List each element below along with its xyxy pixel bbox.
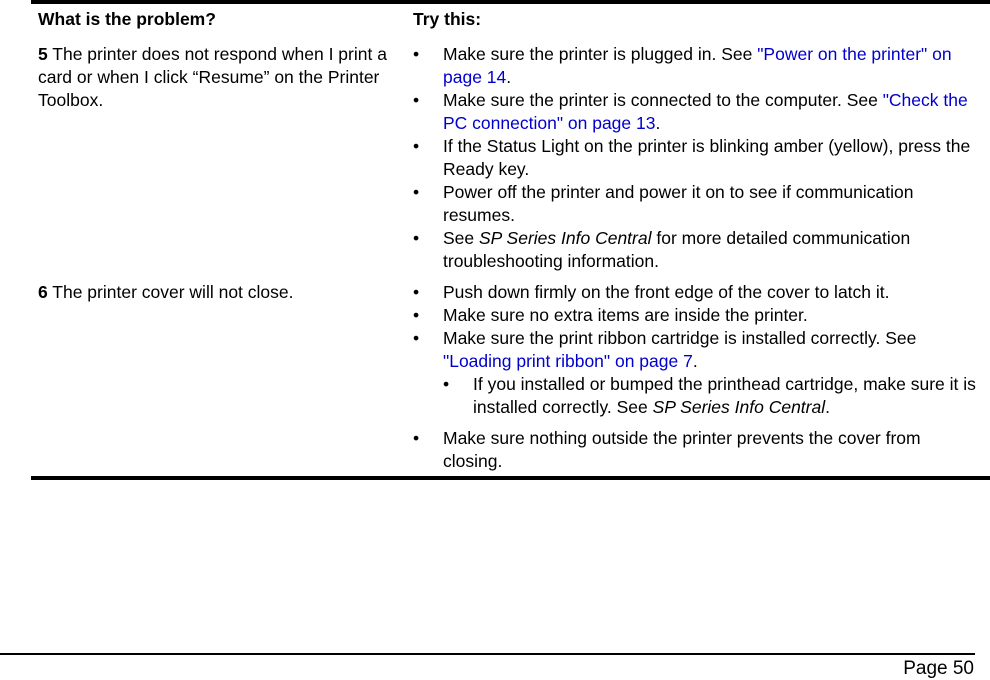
list-item: • Make sure the print ribbon cartridge is installed correctly. See "Loading print ribbon" on page 7. xyxy=(413,328,917,371)
solutions-cell-5 xyxy=(413,43,983,273)
problem-cell-5 xyxy=(38,43,400,112)
reference-title: SP Series Info Central xyxy=(479,228,652,248)
page-number: Page 50 xyxy=(903,658,974,679)
list-item: • Push down firmly on the front edge of the cover to latch it. xyxy=(413,282,890,302)
list-item: • Make sure no extra items are inside the printer. xyxy=(413,305,808,325)
list-item: • Make sure the printer is plugged in. See "Power on the printer" on page 14. xyxy=(413,44,952,87)
problem-number: 5 xyxy=(38,44,48,64)
solutions-cell-6 xyxy=(413,281,983,473)
bullet-icon: • xyxy=(413,228,420,248)
bullet-icon: • xyxy=(413,136,420,156)
link-power-on-printer[interactable]: "Power on the printer" on page 14 xyxy=(443,44,952,87)
problem-text: The printer cover will not close. xyxy=(52,282,294,302)
problem-text: The printer does not respond when I print a card or when I click “Resume” on the Printer Toolbox. xyxy=(38,44,387,110)
bullet-icon: • xyxy=(443,374,450,394)
list-item: • Make sure nothing outside the printer prevents the cover from closing. xyxy=(413,428,921,471)
bullet-icon: • xyxy=(413,90,420,110)
link-loading-print-ribbon[interactable]: "Loading print ribbon" on page 7 xyxy=(443,351,693,371)
bullet-icon: • xyxy=(413,44,420,64)
column-header-problem: What is the problem? xyxy=(38,9,216,29)
footer-rule xyxy=(0,653,975,655)
bullet-icon: • xyxy=(413,328,420,348)
list-item: • Make sure the printer is connected to the computer. See "Check the PC connection" on page 13. xyxy=(413,90,968,133)
list-item: • See SP Series Info Central for more detailed communication troubleshooting information. xyxy=(413,228,911,271)
bullet-icon: • xyxy=(413,282,420,302)
list-item: • If the Status Light on the printer is blinking amber (yellow), press the Ready key. xyxy=(413,136,971,179)
problem-number: 6 xyxy=(38,282,48,302)
list-item-nested: • If you installed or bumped the printhead cartridge, make sure it is installed correctly. See SP Series Info Central. xyxy=(443,374,976,417)
column-header-try-this: Try this: xyxy=(413,9,482,29)
list-item: • Power off the printer and power it on to see if communication resumes. xyxy=(413,182,914,225)
link-check-pc-connection[interactable]: "Check the PC connection" on page 13 xyxy=(443,90,968,133)
bullet-icon: • xyxy=(413,305,420,325)
table-top-rule xyxy=(31,0,990,4)
bullet-icon: • xyxy=(413,428,420,448)
table-bottom-rule xyxy=(31,476,990,480)
problem-cell-6 xyxy=(38,281,400,304)
reference-title: SP Series Info Central xyxy=(652,397,826,417)
bullet-icon: • xyxy=(413,182,420,202)
